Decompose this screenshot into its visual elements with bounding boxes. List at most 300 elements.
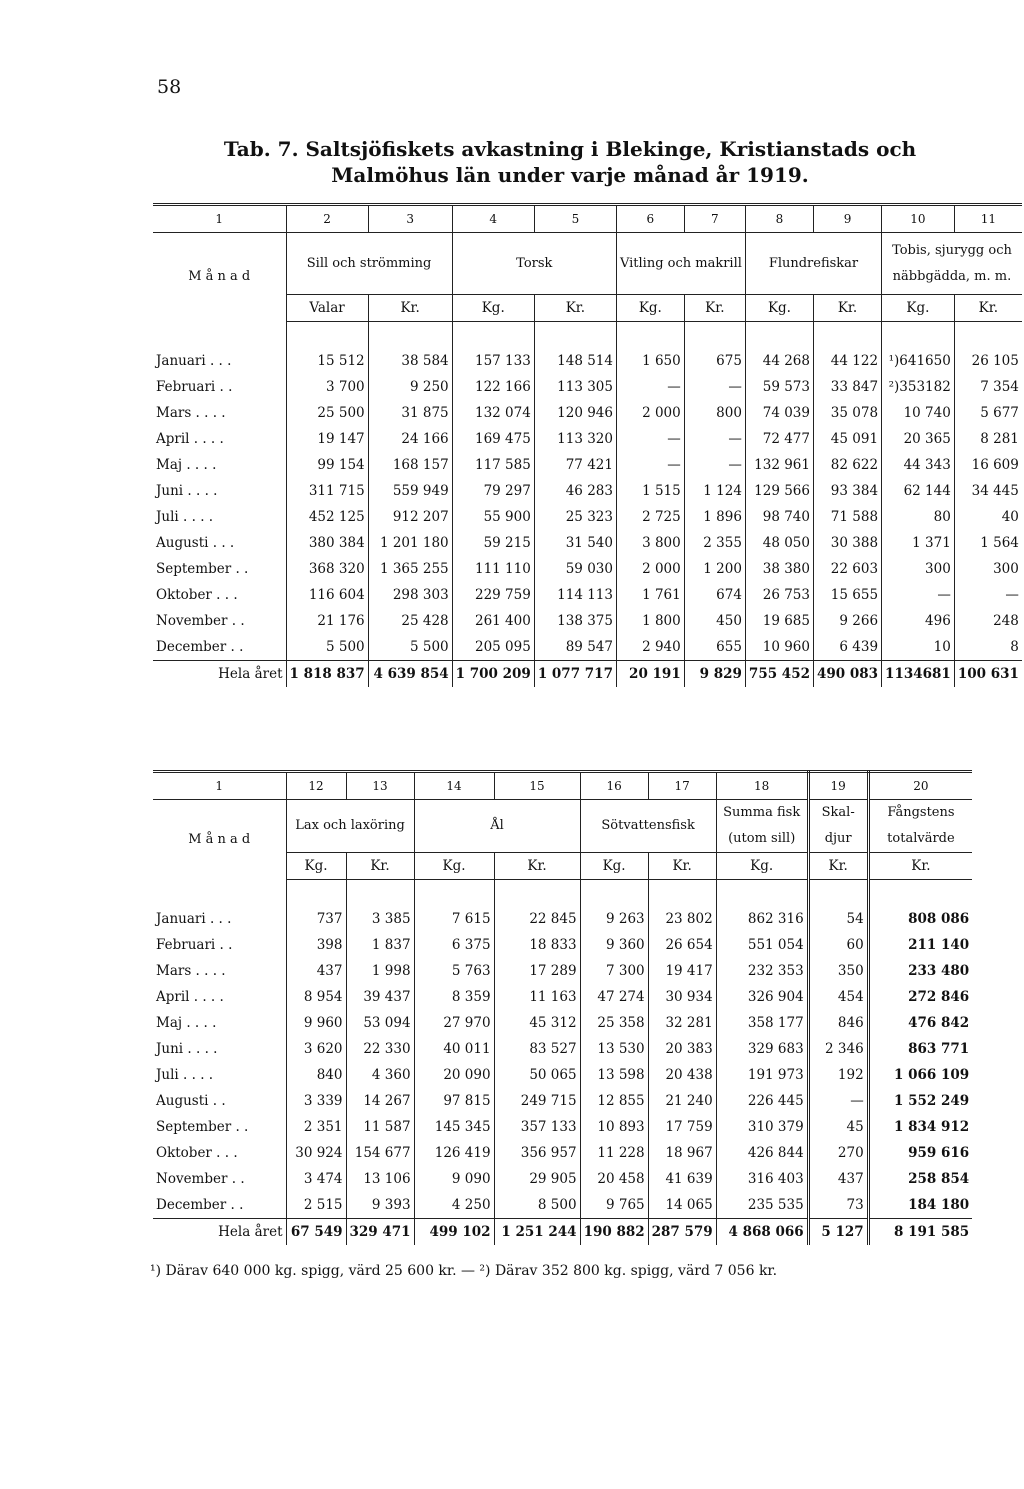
header-vitling: Vitling och makrill <box>616 233 745 295</box>
column-number: 19 <box>808 772 868 800</box>
table-cell: 476 842 <box>908 1015 970 1031</box>
total-cell: 1 700 209 <box>452 661 534 688</box>
table-cell: 229 759 <box>452 582 534 608</box>
table-cell: 258 854 <box>908 1171 970 1187</box>
table-cell: 20 090 <box>414 1062 494 1088</box>
table-cell: 5 500 <box>286 634 368 661</box>
table-cell: 329 683 <box>716 1036 808 1062</box>
table-cell: 11 587 <box>346 1114 414 1140</box>
header-summa-fisk: Summa fisk (utom sill) <box>716 800 808 853</box>
table-cell: — <box>684 426 745 452</box>
table-cell: 4 360 <box>346 1062 414 1088</box>
table-2 <box>153 770 972 1245</box>
table-cell: 31 540 <box>534 530 616 556</box>
unit-header: Kg. <box>414 853 494 880</box>
table-cell: 454 <box>808 984 868 1010</box>
unit-header: Kg. <box>716 853 808 880</box>
total-cell: 490 083 <box>813 661 881 688</box>
table-cell: 9 393 <box>346 1192 414 1219</box>
table-cell: 6 439 <box>813 634 881 661</box>
column-number: 14 <box>414 772 494 800</box>
header-sill: Sill och strömming <box>286 233 452 295</box>
table-cell: 59 573 <box>745 374 813 400</box>
table-cell: 83 527 <box>494 1036 580 1062</box>
table-cell: 10 960 <box>745 634 813 661</box>
month-header: M å n a d <box>153 233 286 322</box>
total-row <box>153 661 1022 688</box>
table-cell: 2 000 <box>616 556 684 582</box>
table-cell: 25 428 <box>368 608 452 634</box>
table-cell: — <box>808 1088 868 1114</box>
table-cell: 1 124 <box>684 478 745 504</box>
table-cell: 117 585 <box>452 452 534 478</box>
table-cell: 39 437 <box>346 984 414 1010</box>
table-cell: 20 365 <box>882 426 955 452</box>
table-cell: 496 <box>882 608 955 634</box>
table-cell: 5 677 <box>980 405 1019 421</box>
table-cell: 14 267 <box>346 1088 414 1114</box>
table-row <box>153 1140 972 1166</box>
table-cell: 9 960 <box>286 1010 346 1036</box>
table-row <box>153 452 1022 478</box>
column-number: 10 <box>882 205 955 233</box>
table-title: Tab. 7. Saltsjöfiskets avkastning i Blekinge, Kristianstads och Malmöhus län under varje månad år 1919. <box>223 137 917 187</box>
table-cell: 21 240 <box>648 1088 716 1114</box>
table-cell: 2 940 <box>616 634 684 661</box>
table-cell: 437 <box>286 958 346 984</box>
table-cell: 1 834 912 <box>894 1119 970 1135</box>
total-cell: 755 452 <box>745 661 813 688</box>
table-cell: 10 740 <box>882 400 955 426</box>
column-number: 17 <box>648 772 716 800</box>
table-cell: 1 564 <box>980 535 1019 551</box>
table-cell: 18 967 <box>648 1140 716 1166</box>
total-cell: 67 549 <box>286 1219 346 1246</box>
table-cell: 270 <box>808 1140 868 1166</box>
table-row <box>153 1036 972 1062</box>
table-cell: 71 588 <box>813 504 881 530</box>
unit-header: Kg. <box>745 295 813 322</box>
table-cell: 12 855 <box>580 1088 648 1114</box>
month-label: Juli . . . . <box>153 1062 286 1088</box>
table-cell: 16 609 <box>971 457 1019 473</box>
table-cell: 8 500 <box>494 1192 580 1219</box>
table-cell: 45 312 <box>494 1010 580 1036</box>
table-cell: 19 147 <box>286 426 368 452</box>
month-label: December . . <box>153 634 286 661</box>
column-number: 18 <box>716 772 808 800</box>
header-skaldjur: Skal-djur <box>808 800 868 853</box>
table-row <box>153 1166 972 1192</box>
total-label: Hela året <box>153 1219 286 1246</box>
table-cell: ²)353182 <box>882 374 955 400</box>
table-cell: 169 475 <box>452 426 534 452</box>
table-cell: 116 604 <box>286 582 368 608</box>
table-cell: 157 133 <box>452 348 534 374</box>
column-number: 20 <box>868 772 972 800</box>
total-cell: 499 102 <box>414 1219 494 1246</box>
column-number: 2 <box>286 205 368 233</box>
total-cell: 190 882 <box>580 1219 648 1246</box>
table-cell: 3 700 <box>286 374 368 400</box>
table-cell: 15 655 <box>813 582 881 608</box>
table-cell: 655 <box>684 634 745 661</box>
table-cell: 17 289 <box>494 958 580 984</box>
total-row <box>153 1219 972 1246</box>
table-cell: 8 359 <box>414 984 494 1010</box>
table-cell: 45 <box>808 1114 868 1140</box>
unit-header: Valar <box>286 295 368 322</box>
table-cell: 30 388 <box>813 530 881 556</box>
month-label: Maj . . . . <box>153 452 286 478</box>
table-cell: 1 515 <box>616 478 684 504</box>
unit-header: Kr. <box>494 853 580 880</box>
table-cell: 22 330 <box>346 1036 414 1062</box>
table-cell: 2 351 <box>286 1114 346 1140</box>
table-cell: 675 <box>684 348 745 374</box>
table-cell: 154 677 <box>346 1140 414 1166</box>
table-cell: 59 030 <box>534 556 616 582</box>
table-cell: — <box>616 426 684 452</box>
month-label: April . . . . <box>153 984 286 1010</box>
table-row <box>153 504 1022 530</box>
table-cell: 1 201 180 <box>368 530 452 556</box>
table-cell: 18 833 <box>494 932 580 958</box>
table-cell: 14 065 <box>648 1192 716 1219</box>
table-cell: 226 445 <box>716 1088 808 1114</box>
column-number: 12 <box>286 772 346 800</box>
month-label: Februari . . <box>153 932 286 958</box>
table-cell: 235 535 <box>716 1192 808 1219</box>
table-cell: 50 065 <box>494 1062 580 1088</box>
table-cell: 3 800 <box>616 530 684 556</box>
table-cell: 72 477 <box>745 426 813 452</box>
month-label: Juli . . . . <box>153 504 286 530</box>
table-cell: 120 946 <box>534 400 616 426</box>
table-cell: 47 274 <box>580 984 648 1010</box>
table-cell: 7 300 <box>580 958 648 984</box>
table-cell: 25 500 <box>286 400 368 426</box>
table-cell: 82 622 <box>813 452 881 478</box>
unit-header: Kg. <box>616 295 684 322</box>
table-cell: 368 320 <box>286 556 368 582</box>
header-totalvarde: Fångstens totalvärde <box>887 805 955 846</box>
total-cell: 5 127 <box>808 1219 868 1246</box>
total-cell: 20 191 <box>616 661 684 688</box>
header-al: Ål <box>414 800 580 853</box>
table-row <box>153 556 1022 582</box>
table-cell: 272 846 <box>908 989 970 1005</box>
table-cell: 46 283 <box>534 478 616 504</box>
total-cell: 100 631 <box>954 661 1022 688</box>
table-cell: 126 419 <box>414 1140 494 1166</box>
table-cell: — <box>684 452 745 478</box>
column-number: 6 <box>616 205 684 233</box>
table-cell: 1 200 <box>684 556 745 582</box>
column-number: 7 <box>684 205 745 233</box>
page-number: 58 <box>157 76 182 98</box>
table-cell: 79 297 <box>452 478 534 504</box>
table-cell: 114 113 <box>534 582 616 608</box>
table-cell: 17 759 <box>648 1114 716 1140</box>
table-cell: 232 353 <box>716 958 808 984</box>
table-row <box>153 608 1022 634</box>
table-row <box>153 1114 972 1140</box>
table-cell: 912 207 <box>368 504 452 530</box>
table-cell: 9 250 <box>368 374 452 400</box>
table-cell: 13 106 <box>346 1166 414 1192</box>
table-cell: 11 228 <box>580 1140 648 1166</box>
table-cell: 26 753 <box>745 582 813 608</box>
table-cell: 10 893 <box>580 1114 648 1140</box>
table-cell: 863 771 <box>908 1041 970 1057</box>
table-cell: 551 054 <box>716 932 808 958</box>
unit-header: Kr. <box>808 853 868 880</box>
table-cell: 261 400 <box>452 608 534 634</box>
table-cell: 8 954 <box>286 984 346 1010</box>
table-cell: 44 268 <box>745 348 813 374</box>
table-cell: 25 323 <box>534 504 616 530</box>
table-cell: 737 <box>286 906 346 932</box>
unit-header: Kr. <box>954 295 1022 322</box>
total-cell: 1 077 717 <box>534 661 616 688</box>
table-cell: 1 371 <box>882 530 955 556</box>
table-row <box>153 374 1022 400</box>
table-cell: 33 847 <box>813 374 881 400</box>
table-cell: 5 763 <box>414 958 494 984</box>
table-cell: — <box>1005 587 1019 603</box>
table-cell: 29 905 <box>494 1166 580 1192</box>
total-label: Hela året <box>153 661 286 688</box>
unit-header: Kr. <box>648 853 716 880</box>
table-cell: 191 973 <box>716 1062 808 1088</box>
table-cell: 24 166 <box>368 426 452 452</box>
column-number: 8 <box>745 205 813 233</box>
month-label: November . . <box>153 1166 286 1192</box>
column-number: 11 <box>954 205 1022 233</box>
table-cell: 30 924 <box>286 1140 346 1166</box>
table-row <box>153 348 1022 374</box>
table-row <box>153 1010 972 1036</box>
table-cell: 8 <box>1010 639 1019 655</box>
table-cell: 44 343 <box>882 452 955 478</box>
table-cell: 111 110 <box>452 556 534 582</box>
table-cell: 1 650 <box>616 348 684 374</box>
month-label: Maj . . . . <box>153 1010 286 1036</box>
table-cell: 60 <box>808 932 868 958</box>
total-cell: 4 868 066 <box>716 1219 808 1246</box>
footnote: ¹) Därav 640 000 kg. spigg, värd 25 600 kr. — ²) Därav 352 800 kg. spigg, värd 7 056 kr. <box>150 1263 778 1279</box>
table-cell: 300 <box>993 561 1019 577</box>
table-cell: 145 345 <box>414 1114 494 1140</box>
table-cell: 20 458 <box>580 1166 648 1192</box>
total-cell: 1134681 <box>882 661 955 688</box>
column-number: 15 <box>494 772 580 800</box>
table-cell: 26 105 <box>971 353 1019 369</box>
month-label: November . . <box>153 608 286 634</box>
table-cell: 356 957 <box>494 1140 580 1166</box>
table-cell: 13 530 <box>580 1036 648 1062</box>
table-cell: 113 320 <box>534 426 616 452</box>
table-row <box>153 582 1022 608</box>
table-cell: 80 <box>882 504 955 530</box>
column-number: 9 <box>813 205 881 233</box>
month-label: Mars . . . . <box>153 958 286 984</box>
unit-header: Kr. <box>534 295 616 322</box>
table-cell: 8 281 <box>980 431 1019 447</box>
table-cell: 959 616 <box>908 1145 970 1161</box>
table-cell: 184 180 <box>908 1197 970 1213</box>
unit-header: Kg. <box>286 853 346 880</box>
month-label: Januari . . . <box>153 906 286 932</box>
table-cell: 840 <box>286 1062 346 1088</box>
header-lax: Lax och laxöring <box>286 800 414 853</box>
table-row <box>153 530 1022 556</box>
table-cell: 38 380 <box>745 556 813 582</box>
column-number: 4 <box>452 205 534 233</box>
table-cell: 192 <box>808 1062 868 1088</box>
table-cell: 22 845 <box>494 906 580 932</box>
table-cell: 19 685 <box>745 608 813 634</box>
total-cell: 1 251 244 <box>494 1219 580 1246</box>
table-cell: 2 515 <box>286 1192 346 1219</box>
table-cell: 9 266 <box>813 608 881 634</box>
month-label: Oktober . . . <box>153 582 286 608</box>
table-row <box>153 984 972 1010</box>
column-number: 1 <box>153 772 286 800</box>
table-row <box>153 426 1022 452</box>
month-label: Mars . . . . <box>153 400 286 426</box>
unit-header: Kr. <box>813 295 881 322</box>
table-cell: 59 215 <box>452 530 534 556</box>
table-cell: 132 961 <box>745 452 813 478</box>
table-cell: 129 566 <box>745 478 813 504</box>
table-cell: 20 438 <box>648 1062 716 1088</box>
table-cell: 113 305 <box>534 374 616 400</box>
table-cell: 53 094 <box>346 1010 414 1036</box>
table-cell: 9 765 <box>580 1192 648 1219</box>
table-cell: 27 970 <box>414 1010 494 1036</box>
unit-header: Kg. <box>580 853 648 880</box>
table-cell: 1 365 255 <box>368 556 452 582</box>
total-cell: 9 829 <box>684 661 745 688</box>
table-row <box>153 1192 972 1219</box>
table-cell: 380 384 <box>286 530 368 556</box>
total-cell: 287 579 <box>648 1219 716 1246</box>
table-cell: 41 639 <box>648 1166 716 1192</box>
table-cell: 22 603 <box>813 556 881 582</box>
table-cell: 62 144 <box>882 478 955 504</box>
table-cell: 15 512 <box>286 348 368 374</box>
month-label: Februari . . <box>153 374 286 400</box>
unit-header: Kr. <box>868 853 972 880</box>
table-cell: 13 598 <box>580 1062 648 1088</box>
table-cell: 846 <box>808 1010 868 1036</box>
unit-header: Kr. <box>346 853 414 880</box>
table-cell: 19 417 <box>648 958 716 984</box>
table-cell: 11 163 <box>494 984 580 1010</box>
month-label: September . . <box>153 1114 286 1140</box>
table-cell: 862 316 <box>716 906 808 932</box>
header-tobis: Tobis, sjurygg och näbbgädda, m. m. <box>892 242 1012 284</box>
table-cell: 21 176 <box>286 608 368 634</box>
table-cell: 249 715 <box>494 1088 580 1114</box>
table-cell: 99 154 <box>286 452 368 478</box>
table-cell: 233 480 <box>908 963 970 979</box>
table-cell: 2 355 <box>684 530 745 556</box>
month-label: Augusti . . . <box>153 530 286 556</box>
table-cell: 35 078 <box>813 400 881 426</box>
table-cell: — <box>616 452 684 478</box>
table-cell: 168 157 <box>368 452 452 478</box>
table-row <box>153 906 972 932</box>
total-cell: 4 639 854 <box>368 661 452 688</box>
table-cell: 2 346 <box>808 1036 868 1062</box>
table-cell: 800 <box>684 400 745 426</box>
table-cell: 138 375 <box>534 608 616 634</box>
table-cell: 9 263 <box>580 906 648 932</box>
month-label: Juni . . . . <box>153 1036 286 1062</box>
table-cell: 1 896 <box>684 504 745 530</box>
table-cell: 9 360 <box>580 932 648 958</box>
table-cell: 3 385 <box>346 906 414 932</box>
table-cell: 311 715 <box>286 478 368 504</box>
total-cell: 8 191 585 <box>868 1219 972 1246</box>
table-cell: 73 <box>808 1192 868 1219</box>
table-cell: 132 074 <box>452 400 534 426</box>
header-sotvattensfisk: Sötvattensfisk <box>580 800 716 853</box>
column-number: 13 <box>346 772 414 800</box>
table-cell: 93 384 <box>813 478 881 504</box>
table-cell: 30 934 <box>648 984 716 1010</box>
table-cell: 248 <box>993 613 1019 629</box>
column-number: 3 <box>368 205 452 233</box>
table-cell: 40 011 <box>414 1036 494 1062</box>
month-label: December . . <box>153 1192 286 1219</box>
table-cell: 450 <box>684 608 745 634</box>
table-cell: 452 125 <box>286 504 368 530</box>
table-cell: 48 050 <box>745 530 813 556</box>
table-row <box>153 958 972 984</box>
table-cell: 3 339 <box>286 1088 346 1114</box>
table-cell: 808 086 <box>908 911 970 927</box>
table-cell: 4 250 <box>414 1192 494 1219</box>
table-cell: 5 500 <box>368 634 452 661</box>
table-cell: — <box>616 374 684 400</box>
table-cell: 300 <box>882 556 955 582</box>
unit-header: Kr. <box>684 295 745 322</box>
total-cell: 329 471 <box>346 1219 414 1246</box>
table-cell: 310 379 <box>716 1114 808 1140</box>
table-cell: 6 375 <box>414 932 494 958</box>
table-cell: 45 091 <box>813 426 881 452</box>
column-number: 1 <box>153 205 286 233</box>
table-cell: 26 654 <box>648 932 716 958</box>
month-label: Juni . . . . <box>153 478 286 504</box>
month-label: Januari . . . <box>153 348 286 374</box>
table-cell: 326 904 <box>716 984 808 1010</box>
table-row <box>153 478 1022 504</box>
table-cell: 40 <box>1001 509 1019 525</box>
table-row <box>153 400 1022 426</box>
table-cell: ¹)641650 <box>882 348 955 374</box>
table-cell: 2 725 <box>616 504 684 530</box>
table-cell: 74 039 <box>745 400 813 426</box>
table-cell: 122 166 <box>452 374 534 400</box>
table-cell: 1 552 249 <box>894 1093 970 1109</box>
table-cell: 9 090 <box>414 1166 494 1192</box>
table-cell: 1 761 <box>616 582 684 608</box>
